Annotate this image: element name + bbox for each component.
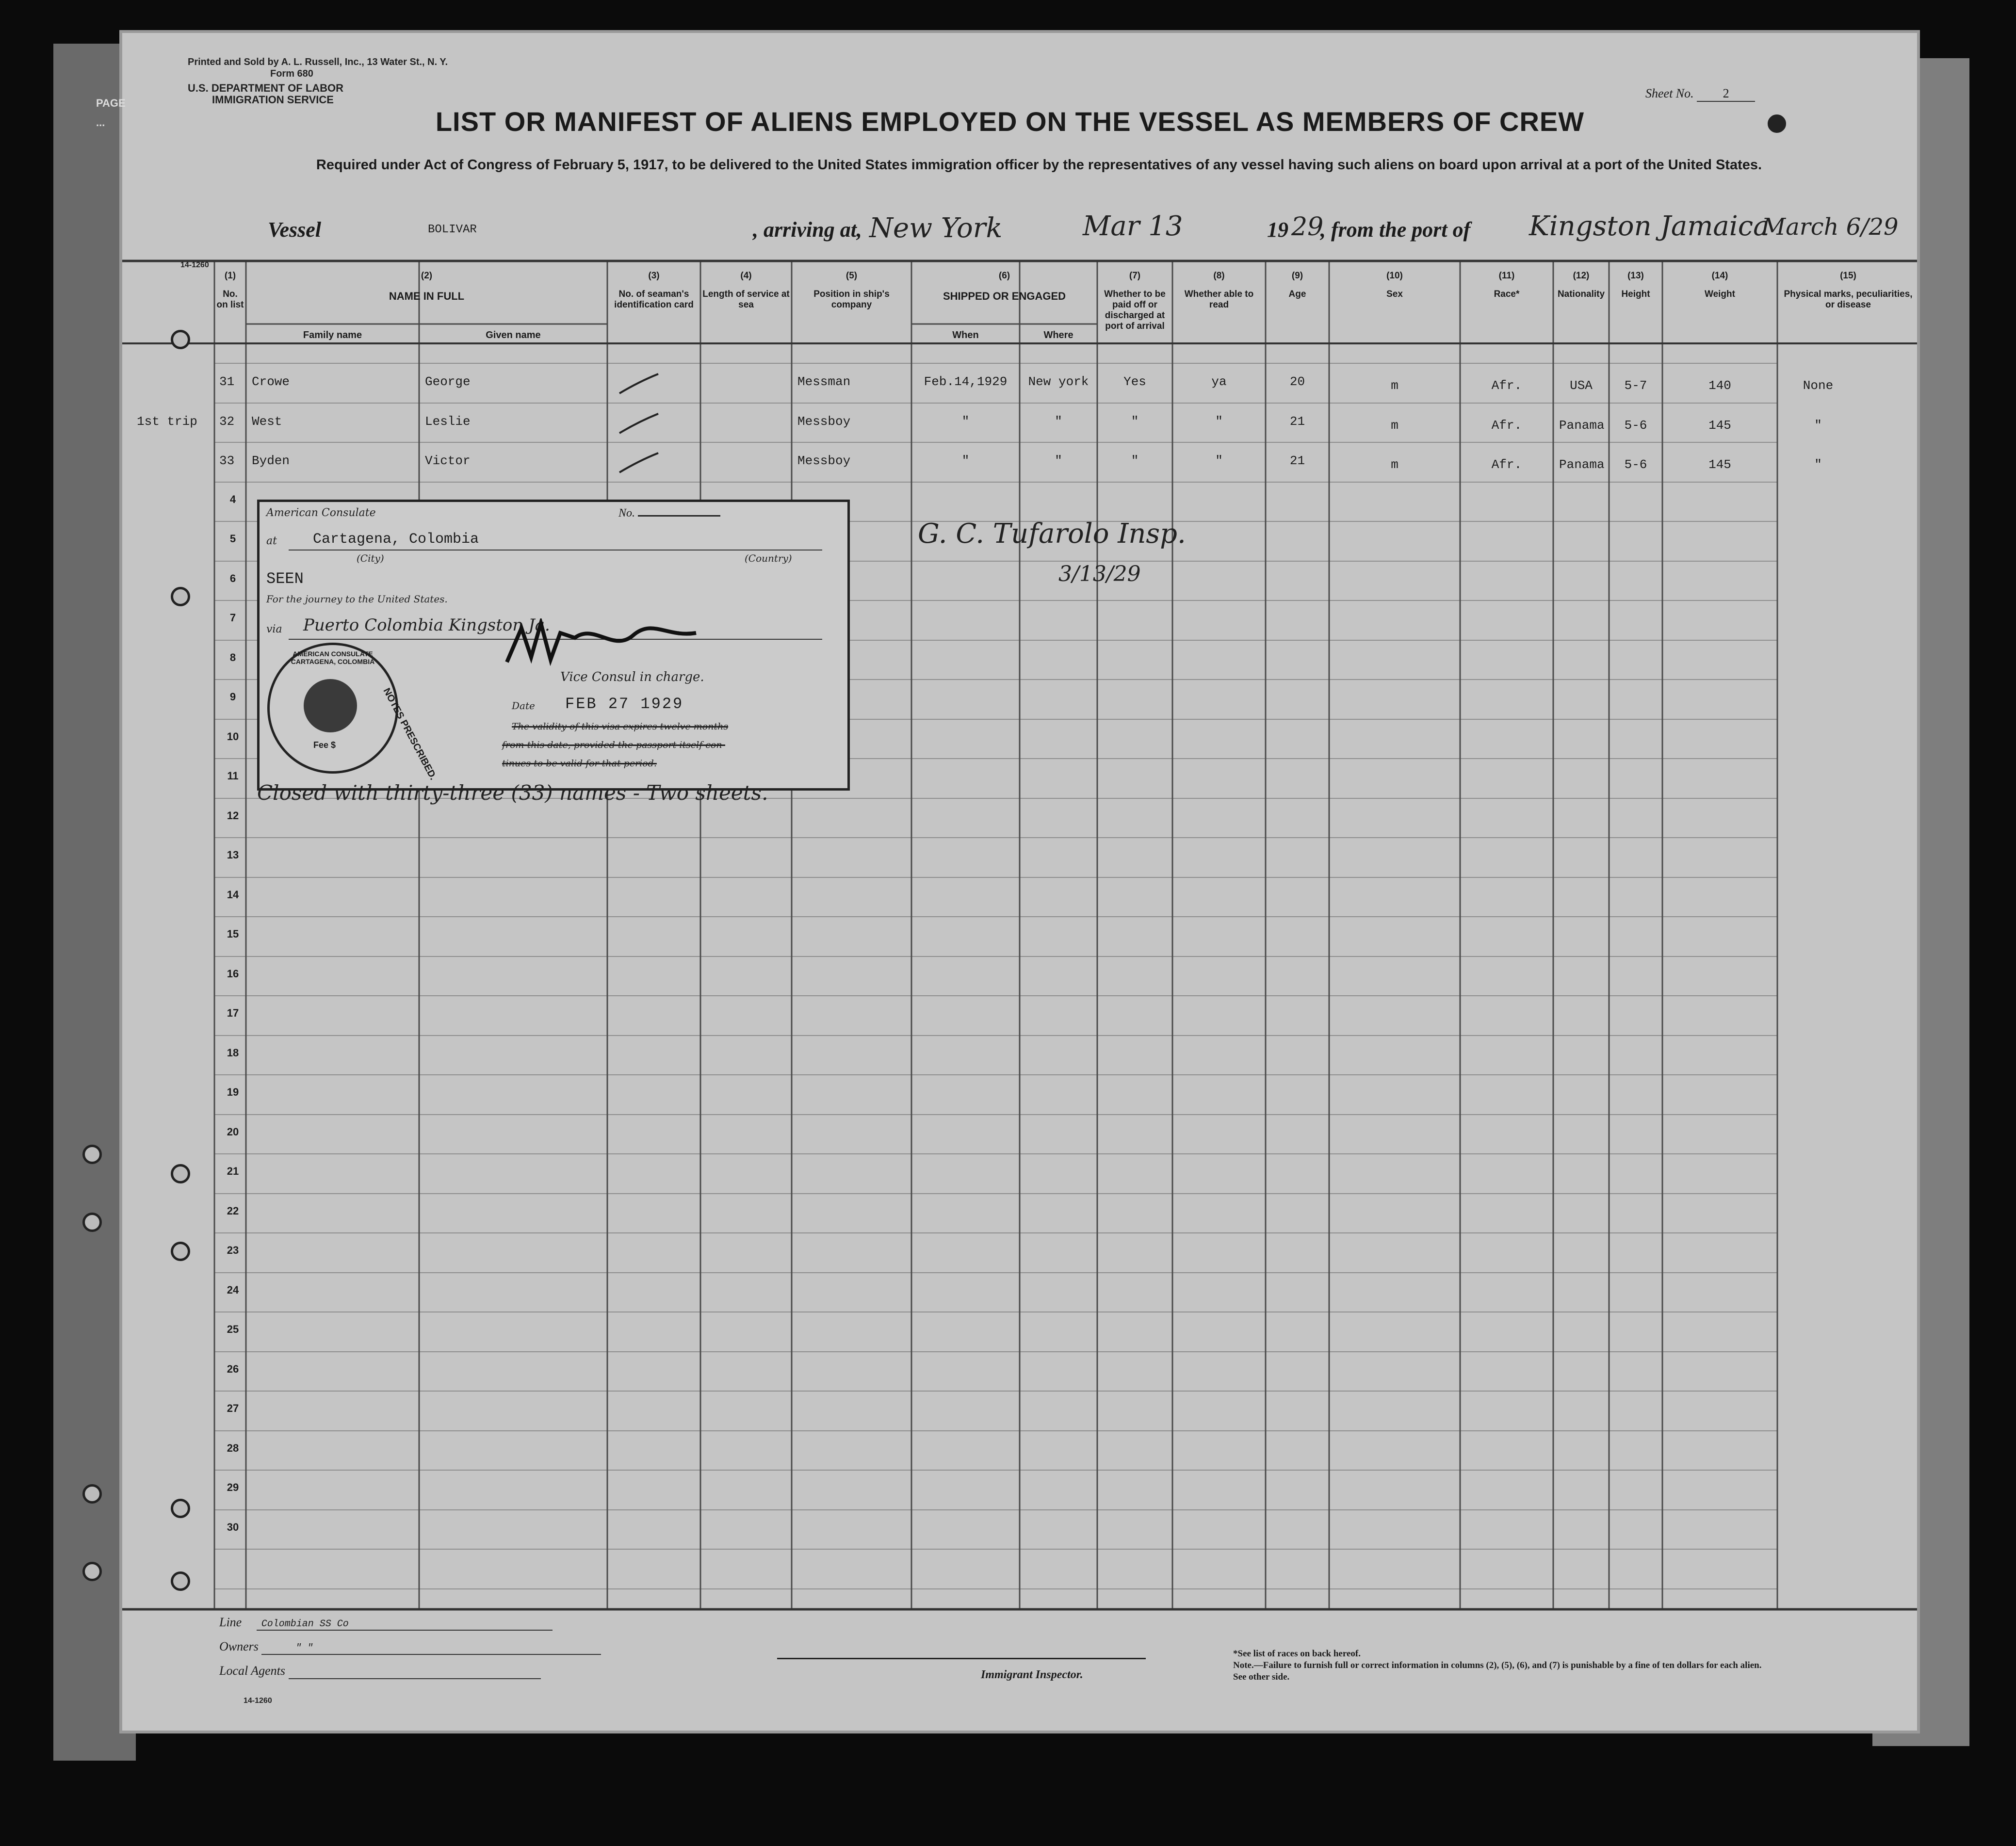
column-header	[1555, 271, 1607, 300]
cell-family: West	[252, 414, 282, 429]
stamp-notes: NOTES PRESCRIBED.	[381, 686, 439, 782]
footer-owners-label: Owners	[219, 1639, 259, 1653]
column-subheader: Where	[1043, 330, 1073, 340]
line-number: 25	[227, 1323, 239, 1335]
line-number: 23	[227, 1244, 239, 1256]
races-note: *See list of races on back hereof.	[1233, 1649, 1361, 1659]
stamp-at-label: at	[266, 535, 277, 547]
column-label: Weight	[1705, 289, 1735, 299]
column-number: (12)	[1573, 271, 1590, 281]
cell-race: Afr.	[1491, 418, 1522, 433]
row-number: 33	[219, 453, 235, 468]
inspector-signature-line	[777, 1658, 1146, 1659]
cell-when: Feb.14,1929	[924, 374, 1008, 389]
vessel-line	[268, 211, 1917, 251]
column-header	[248, 271, 605, 302]
column-label: SHIPPED OR ENGAGED	[943, 290, 1066, 302]
column-label: Sex	[1386, 289, 1403, 299]
printer-line-2: Form 680	[270, 68, 313, 79]
cell-when: "	[961, 414, 970, 429]
stamp-no-label: No.	[618, 507, 635, 519]
column-header	[1462, 271, 1551, 300]
column-number: (5)	[845, 271, 858, 281]
column-label: Age	[1288, 289, 1306, 299]
column-label: Whether able to read	[1184, 289, 1254, 310]
line-number: 10	[227, 730, 239, 743]
line-number: 19	[227, 1086, 239, 1098]
footer-form-code: 14-1260	[244, 1697, 272, 1705]
stamp-validity-1: The validity of this visa expires twelve months	[512, 721, 729, 732]
line-number: 14	[227, 888, 239, 901]
eagle-emblem	[304, 679, 357, 732]
column-number: (13)	[1627, 271, 1644, 281]
row-number: 32	[219, 414, 235, 429]
row-number: 31	[219, 374, 235, 389]
cell-sex: m	[1391, 378, 1398, 393]
cell-given: George	[425, 374, 471, 389]
vessel-label: Vessel	[268, 218, 321, 242]
consulate-seal	[267, 643, 398, 774]
cell-sex: m	[1391, 457, 1398, 472]
id-card-checkmark	[617, 372, 661, 396]
cell-given: Victor	[425, 453, 471, 468]
printer-line-1: Printed and Sold by A. L. Russell, Inc., 13 Water St., N. Y.	[188, 57, 448, 67]
column-header	[1779, 271, 1917, 310]
column-subheader: Family name	[303, 330, 362, 340]
line-number: 22	[227, 1204, 239, 1217]
binder-hole	[82, 1145, 102, 1164]
line-number: 13	[227, 849, 239, 861]
cell-weight: 145	[1708, 418, 1731, 433]
cell-height: 5-7	[1624, 378, 1647, 393]
binder-hole	[82, 1562, 102, 1581]
stamp-heading: American Consulate	[266, 507, 376, 519]
stamp-seen: SEEN	[266, 570, 304, 588]
stamp-validity-3: tinues to be valid for that period.	[502, 758, 657, 769]
column-number: (8)	[1213, 271, 1225, 281]
column-label: Height	[1621, 289, 1650, 299]
column-number: (2)	[421, 271, 433, 281]
column-label: Position in ship's company	[813, 289, 890, 310]
cell-where: New york	[1028, 374, 1089, 389]
column-header	[913, 271, 1095, 302]
line-number: 18	[227, 1046, 239, 1059]
cell-position: Messman	[797, 374, 851, 389]
column-label: Nationality	[1557, 289, 1605, 299]
line-number: 21	[227, 1165, 239, 1177]
column-number: (14)	[1711, 271, 1728, 281]
line-number: 27	[227, 1402, 239, 1414]
cell-paid-off: Yes	[1123, 374, 1146, 389]
stamp-no	[618, 507, 720, 520]
column-number: (15)	[1840, 271, 1856, 281]
binder-hole	[82, 1484, 102, 1504]
id-card-checkmark	[617, 451, 661, 475]
department-info	[188, 82, 343, 106]
printer-info	[188, 56, 448, 80]
column-header	[609, 271, 699, 310]
line-number: 8	[229, 651, 236, 664]
stamp-country-label: (Country)	[745, 552, 792, 564]
column-header	[1664, 271, 1775, 300]
id-card-checkmark	[617, 411, 661, 436]
cell-nationality: USA	[1570, 378, 1593, 393]
cell-position: Messboy	[797, 453, 851, 468]
line-number: 28	[227, 1441, 239, 1454]
column-label: No. on list	[216, 289, 244, 310]
penalty-note: Note.—Failure to furnish full or correct information in columns (2), (5), (6), and (7) is punishable by a fine of ten dollars for each alien. See other side.	[1233, 1660, 1762, 1682]
binder-hole	[171, 330, 190, 349]
column-label: Physical marks, peculiarities, or disease	[1784, 289, 1913, 310]
cell-nationality: Panama	[1559, 457, 1605, 472]
line-number: 26	[227, 1362, 239, 1375]
column-number: (7)	[1129, 271, 1141, 281]
line-number: 12	[227, 809, 239, 822]
seal-text: AMERICAN CONSULATE CARTAGENA, COLOMBIA	[291, 650, 375, 665]
cell-sex: m	[1391, 418, 1398, 433]
column-subheader: When	[952, 330, 979, 340]
margin-mark: ...	[96, 116, 105, 129]
cell-race: Afr.	[1491, 378, 1522, 393]
cell-age: 21	[1289, 453, 1305, 468]
line-number: 4	[229, 493, 236, 505]
arriving-label: , arriving at,	[753, 218, 862, 242]
arrival-port: New York	[869, 212, 1003, 244]
form-title: LIST OR MANIFEST OF ALIENS EMPLOYED ON THE VESSEL AS MEMBERS OF CREW	[435, 106, 1585, 137]
form-subtitle: Required under Act of Congress of February 5, 1917, to be delivered to the United States immigration officer by the representatives of any vessel having such aliens on board upon arrival at a port of the United States.	[316, 157, 1762, 173]
cell-marks: None	[1803, 378, 1834, 393]
stamp-city: Cartagena, Colombia	[313, 531, 479, 548]
manifest-sheet	[122, 33, 1917, 1731]
sheet-label: Sheet No.	[1645, 86, 1694, 100]
footer-line	[219, 1615, 553, 1631]
consulate-visa-stamp	[257, 500, 850, 791]
stamp-validity-2: from this date, provided the passport itself con-	[502, 740, 725, 750]
row-note: 1st trip	[137, 414, 197, 429]
cell-given: Leslie	[425, 414, 471, 429]
footer-inspector-label: Immigrant Inspector.	[981, 1668, 1083, 1681]
column-header	[1611, 271, 1660, 300]
seal-fee: Fee $	[313, 740, 336, 750]
stamp-via: Puerto Colombia Kingston Ja.	[303, 615, 550, 635]
column-label: Race*	[1494, 289, 1520, 299]
line-number: 6	[229, 572, 236, 584]
footer-line-label: Line	[219, 1615, 242, 1629]
arrival-date: Mar 13	[1083, 211, 1183, 242]
line-number: 20	[227, 1125, 239, 1138]
binder-hole	[171, 1242, 190, 1261]
sheet-number	[1645, 86, 1755, 102]
column-header	[1099, 271, 1171, 332]
cell-where: "	[1055, 414, 1062, 429]
departure-date: March 6/29	[1762, 213, 1899, 241]
stamp-journey: For the journey to the United States.	[266, 593, 448, 605]
line-number: 11	[227, 770, 239, 782]
cell-marks: "	[1814, 457, 1822, 472]
column-number: (1)	[224, 271, 236, 281]
footer-notes	[1233, 1648, 1767, 1683]
line-number: 7	[229, 612, 236, 624]
form-code-top: 14-1260	[180, 261, 209, 269]
column-header	[216, 271, 244, 310]
inspector-date: 3/13/29	[1058, 562, 1141, 586]
column-header	[1331, 271, 1458, 300]
cell-height: 5-6	[1624, 457, 1647, 472]
margin-mark: PAGE	[96, 97, 126, 109]
stamp-consul-title: Vice Consul in charge.	[560, 670, 704, 684]
binder-hole	[171, 1499, 190, 1518]
cell-position: Messboy	[797, 414, 851, 429]
column-label: Whether to be paid off or discharged at port of arrival	[1104, 289, 1166, 331]
column-subheader: Given name	[486, 330, 541, 340]
cell-read: "	[1215, 414, 1223, 429]
binder-hole	[171, 587, 190, 606]
binder-hole	[82, 1213, 102, 1232]
footer-line-value: Colombian SS Co	[257, 1619, 553, 1631]
cell-age: 20	[1289, 374, 1305, 389]
departure-port: Kingston Jamaica	[1529, 211, 1770, 242]
binder-hole	[171, 1571, 190, 1591]
from-port-label: , from the port of	[1320, 218, 1471, 242]
cell-race: Afr.	[1491, 457, 1522, 472]
column-number: (9)	[1291, 271, 1303, 281]
column-number: (4)	[740, 271, 752, 281]
inspector-signature: G. C. Tufarolo Insp.	[918, 518, 1186, 550]
stamp-date-label: Date	[512, 700, 535, 712]
column-number: (10)	[1386, 271, 1403, 281]
consul-signature	[502, 618, 706, 672]
cell-nationality: Panama	[1559, 418, 1605, 433]
footer-owners-value: " "	[261, 1643, 601, 1655]
column-label: NAME IN FULL	[389, 290, 465, 302]
stamp-city-label: (City)	[357, 552, 384, 564]
cell-marks: "	[1814, 418, 1822, 433]
column-label: Length of service at sea	[702, 289, 790, 310]
column-header	[1268, 271, 1327, 300]
stamp-date: FEB 27 1929	[565, 695, 684, 713]
line-number: 15	[227, 928, 239, 940]
department-line-2: IMMIGRATION SERVICE	[212, 94, 334, 106]
line-number: 17	[227, 1007, 239, 1019]
cell-family: Byden	[252, 453, 290, 468]
vessel-name: BOLIVAR	[428, 223, 477, 236]
sheet-value: 2	[1697, 86, 1755, 102]
department-line-1: U.S. DEPARTMENT OF LABOR	[188, 82, 344, 94]
column-number: (11)	[1498, 271, 1515, 281]
cell-read: ya	[1211, 374, 1227, 389]
cell-age: 21	[1289, 414, 1305, 429]
year-prefix: 19	[1267, 218, 1288, 242]
cell-paid-off: "	[1131, 453, 1139, 468]
line-number: 9	[229, 691, 236, 703]
cell-family: Crowe	[252, 374, 290, 389]
cell-weight: 145	[1708, 457, 1731, 472]
column-number: (3)	[648, 271, 660, 281]
footer-agents-label: Local Agents	[219, 1664, 286, 1678]
line-number: 16	[227, 967, 239, 980]
cell-paid-off: "	[1131, 414, 1139, 429]
column-number: (6)	[998, 271, 1010, 281]
line-number: 30	[227, 1521, 239, 1533]
cell-when: "	[961, 453, 970, 468]
year-value: 29	[1291, 212, 1324, 242]
cell-read: "	[1215, 453, 1223, 468]
column-header	[1174, 271, 1264, 310]
binder-hole	[171, 1164, 190, 1183]
stamp-via-label: via	[266, 623, 282, 635]
column-header	[702, 271, 790, 310]
cell-where: "	[1055, 453, 1062, 468]
footer-agents	[219, 1664, 541, 1679]
cell-weight: 140	[1708, 378, 1731, 393]
line-number: 5	[229, 533, 236, 545]
line-number: 29	[227, 1481, 239, 1493]
cell-height: 5-6	[1624, 418, 1647, 433]
column-header	[794, 271, 910, 310]
closing-note: Closed with thirty-three (33) names - Two sheets.	[257, 781, 768, 805]
footer-owners	[219, 1639, 601, 1655]
column-label: No. of seaman's identification card	[614, 289, 694, 310]
line-number: 24	[227, 1283, 239, 1296]
punch-hole	[1768, 114, 1786, 133]
